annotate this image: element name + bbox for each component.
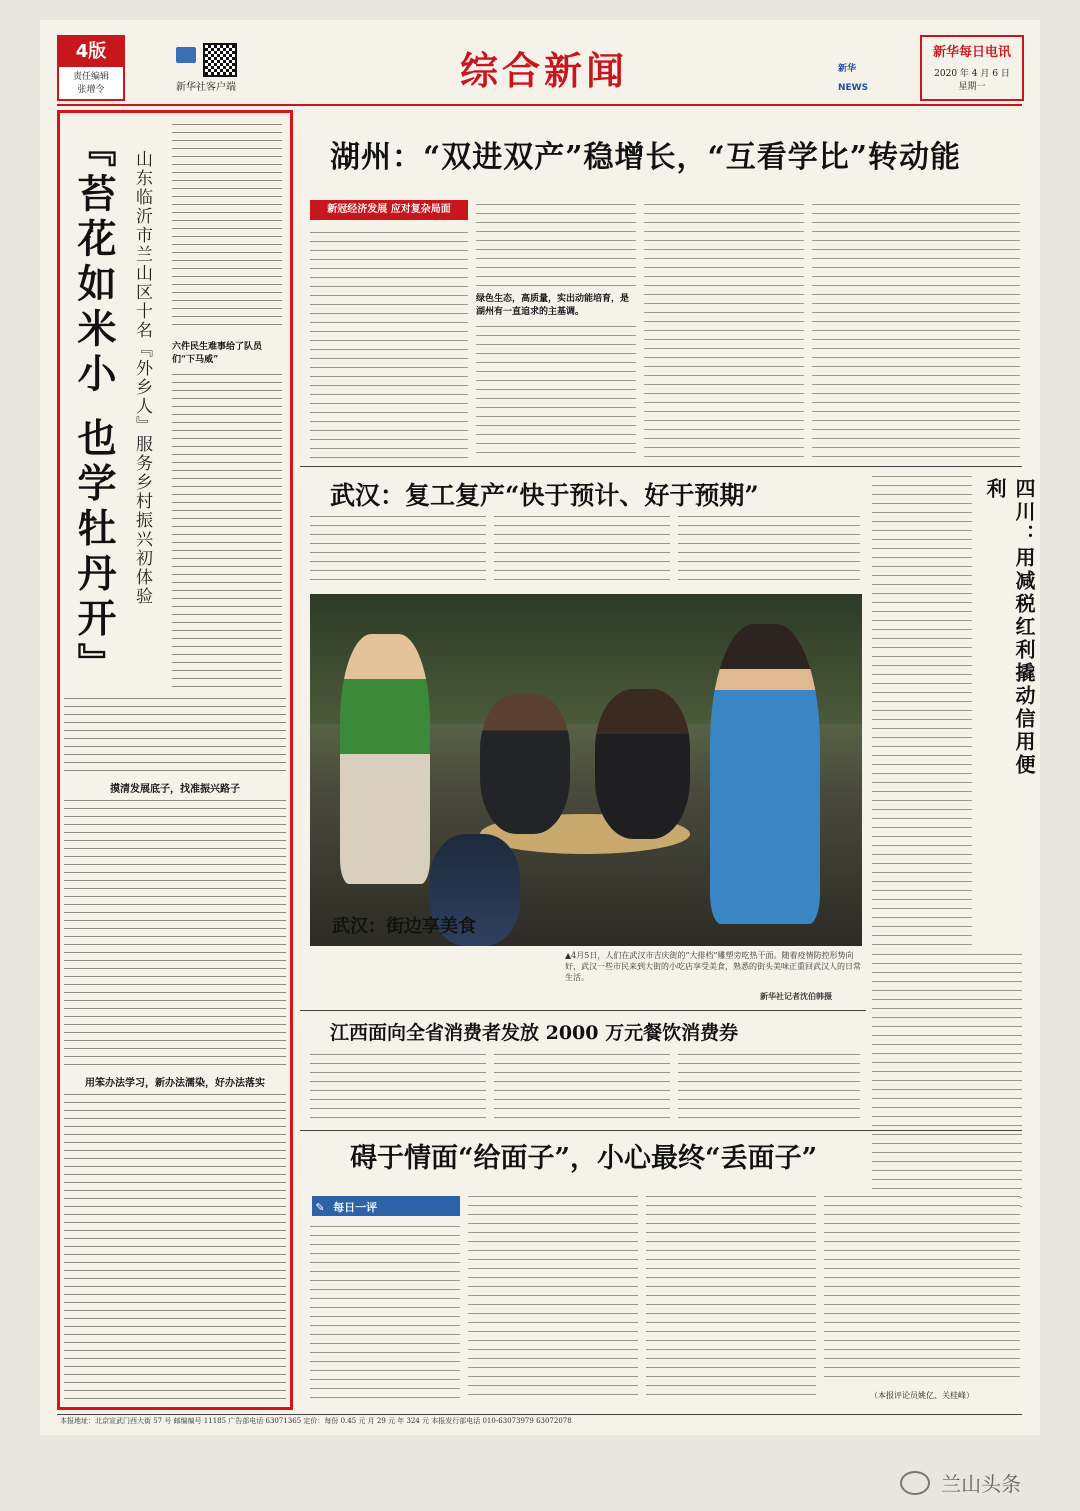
wuhan-col-1 bbox=[310, 512, 486, 588]
photo-diner-man bbox=[480, 694, 570, 834]
footer-rule bbox=[57, 1414, 1022, 1415]
wuhan-photo-credit: 新华社记者沈伯韩摄 bbox=[760, 991, 832, 1001]
jiangxi-col-3 bbox=[678, 1050, 860, 1122]
news-logo bbox=[838, 56, 886, 92]
wuhan-col-2 bbox=[494, 512, 670, 588]
wuhan-photo-caption: ▲4月5日，人们在武汉市吉庆街的“大排档”雕塑旁吃热干面。随着疫情防控形势向好，武汉一些市民来到大街的小吃店享受美食，熟悉的街头美味正重回武汉人的日常生活。 bbox=[565, 951, 861, 982]
commentary-col-4 bbox=[824, 1192, 1020, 1382]
jiangxi-col-2 bbox=[494, 1050, 670, 1122]
pen-icon: ✎ bbox=[315, 1201, 325, 1214]
huzhou-col-3 bbox=[644, 200, 804, 458]
wuhan-photo-title: 武汉：街边享美食 bbox=[332, 916, 476, 937]
paper-name-box bbox=[920, 35, 1024, 101]
huzhou-col-1 bbox=[310, 228, 468, 458]
wechat-icon bbox=[900, 1471, 930, 1495]
jiangxi-rule bbox=[300, 1130, 1022, 1131]
issue-weekday: 星期一 bbox=[958, 82, 986, 92]
huzhou-col-4 bbox=[812, 200, 1020, 458]
editor-label: 责任编辑 bbox=[72, 72, 109, 82]
client-logo-icon bbox=[176, 47, 196, 63]
left-subhead-3: 用笨办法学习，新办法濡染，好办法落实 bbox=[85, 1078, 265, 1089]
commentary-col-1 bbox=[310, 1222, 460, 1402]
editor-name: 张增令 bbox=[77, 85, 105, 95]
issue-date: 2020 年 4 月 6 日 bbox=[934, 69, 1010, 79]
left-feature-body-mid bbox=[172, 370, 282, 690]
huzhou-tag: 新冠经济发展 应对复杂局面 bbox=[310, 200, 468, 220]
huzhou-rule bbox=[300, 466, 1022, 467]
jiangxi-col-1 bbox=[310, 1050, 486, 1122]
paper-name: 新华每日电讯 bbox=[932, 45, 1011, 60]
left-feature-subheadline: 山东临沂市兰山区十名『外乡人』服务乡村振兴初体验 bbox=[132, 150, 152, 606]
commentary-headline: 碍于情面“给面子”，小心最终“丢面子” bbox=[350, 1143, 818, 1174]
watermark bbox=[900, 1468, 1021, 1498]
left-feature-headline: 『苔花如米小 也学牡丹开』 bbox=[71, 128, 117, 688]
page-number-box bbox=[57, 35, 125, 101]
sichuan-body bbox=[872, 526, 972, 946]
client-label: 新华社客户端 bbox=[176, 82, 236, 93]
watermark-text: 兰山头条 bbox=[941, 1472, 1022, 1496]
left-subhead-1: 六件民生难事给了队员们“下马威” bbox=[172, 342, 263, 365]
left-feature-body-wide-4 bbox=[64, 1090, 286, 1400]
commentary-column-label: 每日一评 bbox=[333, 1201, 378, 1214]
huzhou-headline: 湖州：“双进双产”稳增长，“互看学比”转动能 bbox=[330, 140, 962, 175]
masthead-rule bbox=[57, 104, 1022, 106]
left-feature-body-wide-3 bbox=[64, 1070, 286, 1072]
photo-statue-left bbox=[340, 634, 430, 884]
commentary-col-2 bbox=[468, 1192, 638, 1402]
commentary-byline: （本报评论员姚亿、关桂峰） bbox=[870, 1391, 974, 1400]
wuhan-rule bbox=[300, 1010, 866, 1011]
sichuan-headline: 四川：用减税红利撬动信用便利 bbox=[983, 478, 1036, 777]
huzhou-col-2 bbox=[476, 200, 636, 290]
wuhan-headline: 武汉：复工复产“快于预计、好于预期” bbox=[330, 481, 759, 510]
commentary-column-tag bbox=[312, 1196, 460, 1216]
left-subhead-2: 摸清发展底子，找准振兴路子 bbox=[110, 784, 240, 795]
page-number: 4版 bbox=[59, 37, 123, 67]
commentary-col-3 bbox=[646, 1192, 816, 1402]
qr-code-icon bbox=[203, 43, 237, 77]
left-feature-body-top-2 bbox=[172, 338, 282, 340]
photo-diner-woman bbox=[595, 689, 690, 839]
sichuan-body-top bbox=[872, 472, 972, 522]
footer-text: 本报地址：北京宣武门西大街 57 号 邮编编号 11185 广告部电话 63071365 定价：每份 0.45 元 月 29 元 年 324 元 本报发行部电话 010-63073979 63072078 bbox=[60, 1417, 572, 1425]
left-feature-body-wide-1 bbox=[64, 694, 286, 776]
wuhan-photo bbox=[310, 594, 862, 946]
left-feature-body-top bbox=[172, 120, 282, 330]
wuhan-col-3 bbox=[678, 512, 860, 588]
section-title: 综合新闻 bbox=[460, 48, 629, 93]
huzhou-subhead: 绿色生态，高质量，实出动能培育，是湖州有一直追求的主基调。 bbox=[476, 294, 630, 317]
jiangxi-headline: 江西面向全省消费者发放 2000 万元餐饮消费券 bbox=[330, 1022, 739, 1044]
huzhou-col-2b bbox=[476, 322, 636, 458]
news-logo-text: 新华NEWS bbox=[838, 64, 869, 93]
photo-statue-right bbox=[710, 624, 820, 924]
left-feature-body-wide-2 bbox=[64, 796, 286, 1066]
